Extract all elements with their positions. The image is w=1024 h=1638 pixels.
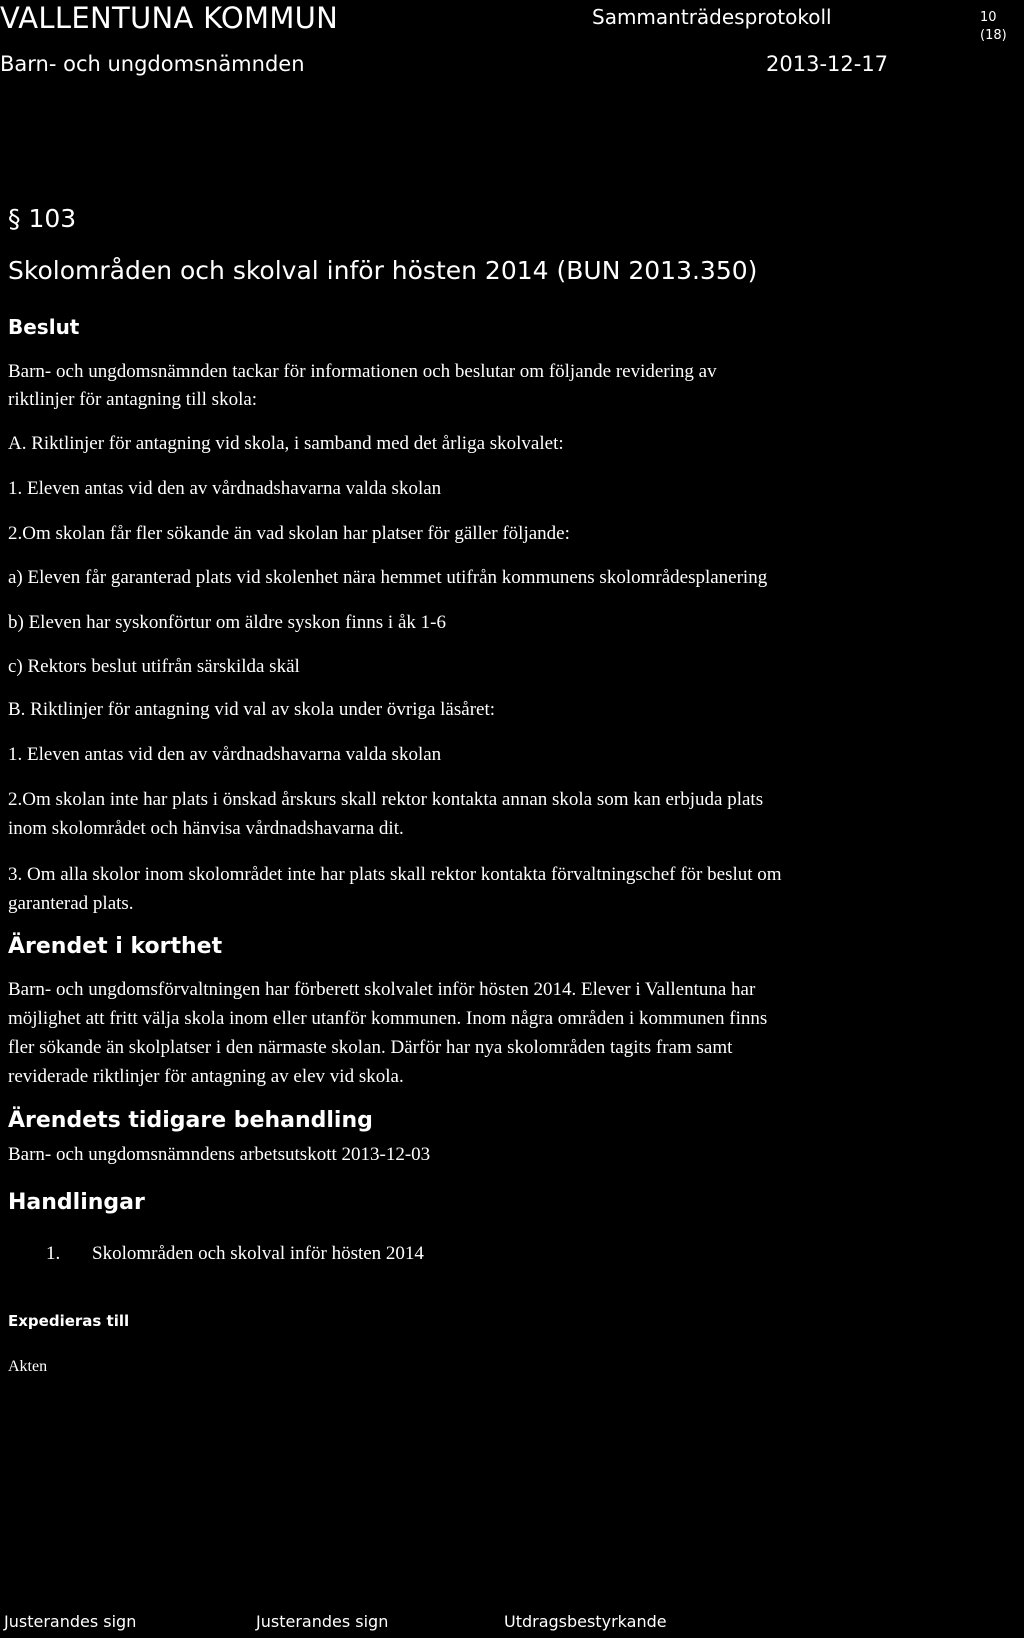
beslut-intro-line2: riktlinjer för antagning till skola: [8,389,258,410]
beslut-intro-line1: Barn- och ungdomsnämnden tackar för informationen och beslutar om följande revidering av [8,361,717,382]
guideline-b-item1: 1. Eleven antas vid den av vårdnadshavarna valda skolan [8,744,442,765]
guideline-a-sub-c: c) Rektors beslut utifrån särskilda skäl [8,656,300,677]
handlingar-item-text: Skolområden och skolval inför hösten 2014 [92,1243,424,1264]
beslut-heading: Beslut [8,315,80,339]
footer-justerandes-sign-2: Justerandes sign [256,1612,389,1631]
footer-utdragsbestyrkande: Utdragsbestyrkande [504,1612,667,1631]
guideline-b-item3-line1: 3. Om alla skolor inom skolområdet inte har plats skall rektor kontakta förvaltningschef för beslut om [8,864,782,885]
korthet-line1: Barn- och ungdomsförvaltningen har förberett skolvalet inför hösten 2014. Elever i Vallentuna har [8,979,756,1000]
korthet-line2: möjlighet att fritt välja skola inom eller utanför kommunen. Inom några områden i kommunen finns [8,1008,768,1029]
document-type: Sammanträdesprotokoll [592,5,832,29]
organization-name: VALLENTUNA KOMMUN [0,1,339,35]
korthet-heading: Ärendet i korthet [8,934,223,959]
guideline-a-heading: A. Riktlinjer för antagning vid skola, i samband med det årliga skolvalet: [8,433,564,454]
handlingar-item-number: 1. [46,1243,61,1264]
guideline-b-item3-line2: garanterad plats. [8,893,134,914]
handlingar-heading: Handlingar [8,1190,145,1215]
expedieras-heading: Expedieras till [8,1312,130,1330]
section-number: § 103 [8,204,77,233]
guideline-a-sub-b: b) Eleven har syskonförtur om äldre syskon finns i åk 1-6 [8,612,446,633]
footer-justerandes-sign-1: Justerandes sign [4,1612,137,1631]
page-number: 10 (18) [980,10,1007,43]
committee-name: Barn- och ungdomsnämnden [0,52,305,76]
tidigare-text: Barn- och ungdomsnämndens arbetsutskott 2013-12-03 [8,1144,431,1165]
meeting-date: 2013-12-17 [766,52,889,76]
guideline-b-item2-line2: inom skolområdet och hänvisa vårdnadshavarna dit. [8,818,404,839]
guideline-b-heading: B. Riktlinjer för antagning vid val av skola under övriga läsåret: [8,699,496,720]
guideline-a-item2: 2.Om skolan får fler sökande än vad skolan har platser för gäller följande: [8,523,570,544]
section-title: Skolområden och skolval inför hösten 2014 (BUN 2013.350) [8,256,758,285]
expedieras-text: Akten [8,1358,48,1375]
korthet-line3: fler sökande än skolplatser i den närmaste skolan. Därför har nya skolområden tagits fram samt [8,1037,733,1058]
tidigare-heading: Ärendets tidigare behandling [8,1108,373,1133]
guideline-b-item2-line1: 2.Om skolan inte har plats i önskad årskurs skall rektor kontakta annan skola som kan erbjuda plats [8,789,764,810]
guideline-a-item1: 1. Eleven antas vid den av vårdnadshavarna valda skolan [8,478,442,499]
korthet-line4: reviderade riktlinjer för antagning av elev vid skola. [8,1066,404,1087]
guideline-a-sub-a: a) Eleven får garanterad plats vid skolenhet nära hemmet utifrån kommunens skolområdesplanering [8,567,768,588]
